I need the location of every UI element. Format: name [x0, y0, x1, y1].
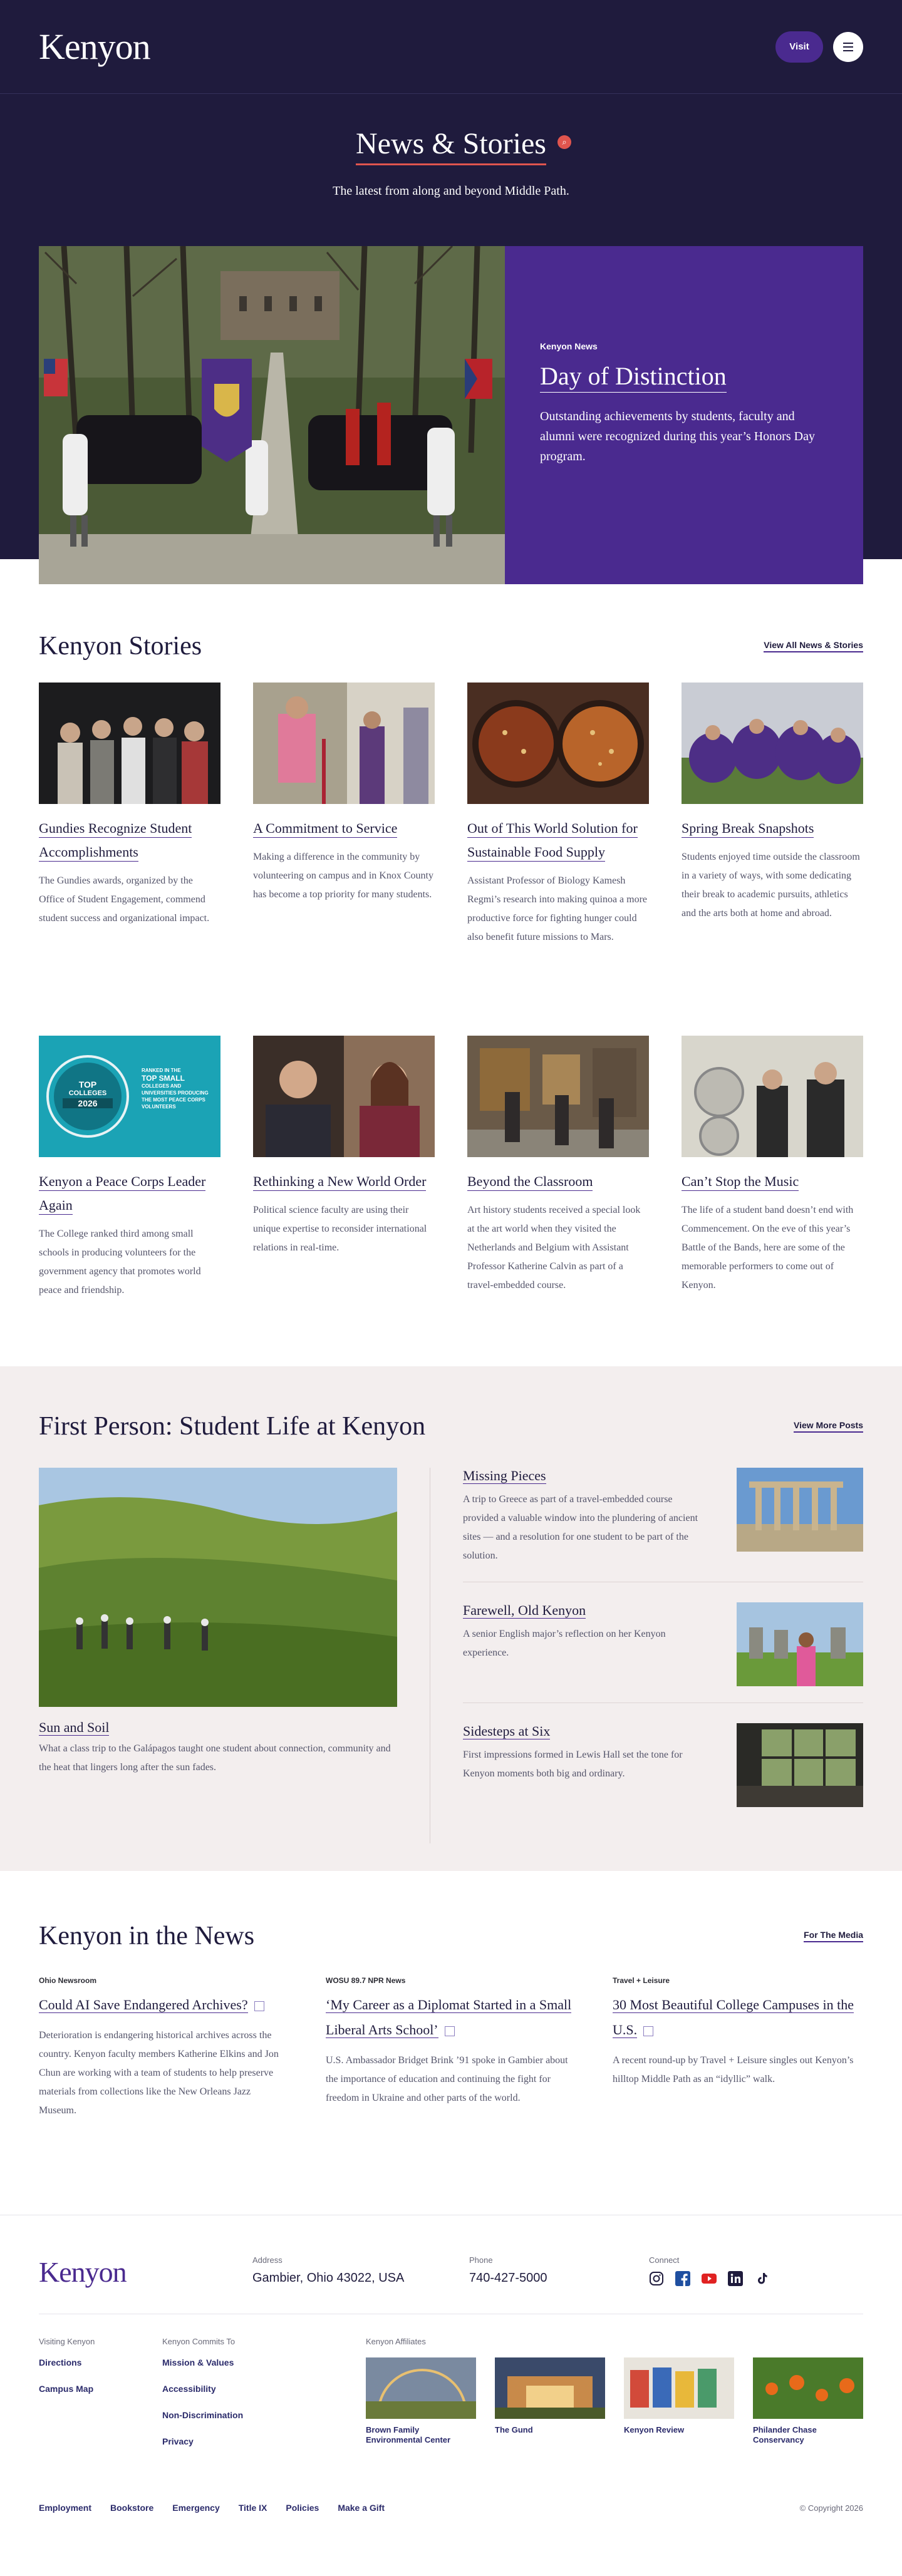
story-card[interactable] — [39, 1036, 220, 1300]
stories-section — [0, 631, 902, 1300]
affiliate-item[interactable] — [366, 2357, 476, 2445]
affiliate-link[interactable]: Kenyon Review — [624, 2425, 685, 2434]
affiliate-link[interactable]: Brown Family Environmental Center — [366, 2425, 451, 2445]
youtube-icon[interactable] — [702, 2271, 717, 2286]
news-source: WOSU 89.7 NPR News — [326, 1976, 406, 1985]
post-title[interactable]: Sidesteps at Six — [463, 1723, 551, 1739]
post-image — [737, 1468, 863, 1552]
story-text: Assistant Professor of Biology Kamesh Regmi’s research into making quinoa a more productive force for fighting hunger could also benefit future missions to Mars. — [467, 875, 648, 942]
story-image — [682, 683, 863, 804]
menu-button[interactable] — [833, 32, 863, 62]
visit-button[interactable]: Visit — [775, 31, 823, 63]
post-text: A trip to Greece as part of a travel-embedded course provided a valuable window into the plundering of ancient sites — and a resolution for one student to be part of the solution. — [463, 1494, 698, 1561]
news-title[interactable]: Could AI Save Endangered Archives? — [39, 1997, 248, 2012]
news-source: Ohio Newsroom — [39, 1976, 97, 1985]
story-title[interactable]: Kenyon a Peace Corps Leader Again — [39, 1173, 205, 1215]
story-image — [467, 1036, 649, 1157]
story-card[interactable] — [253, 683, 435, 1036]
story-card[interactable] — [39, 683, 220, 1036]
affiliates-label: Kenyon Affiliates — [366, 2337, 426, 2346]
story-image — [467, 683, 649, 804]
site-header — [0, 0, 902, 94]
news-card[interactable] — [613, 1976, 863, 2120]
news-text: U.S. Ambassador Bridget Brink ’91 spoke in Gambier about the importance of education and continuing the fight for freedom in Ukraine and other parts of the world. — [326, 2055, 568, 2103]
page-intro — [0, 126, 902, 198]
story-card[interactable] — [682, 683, 863, 1036]
title-ix-link[interactable]: Title IX — [238, 2503, 267, 2513]
featured-post-text: What a class trip to the Galápagos taught one student about connection, community and the heat that lingers long after the sun fades. — [39, 1743, 391, 1773]
in-news-heading: Kenyon in the News — [39, 1922, 255, 1950]
story-text: The life of a student band doesn’t end with Commencement. On the eve of this year’s Battle of the Bands, here are some of the memorable performers to come out of Kenyon. — [682, 1205, 854, 1291]
badge-ranked: RANKED IN THE — [142, 1068, 181, 1073]
post-title[interactable]: Missing Pieces — [463, 1468, 546, 1483]
badge-colleges: COLLEGES — [68, 1090, 107, 1097]
first-person-section — [0, 1366, 902, 1871]
hero-image — [39, 246, 505, 584]
affiliate-image — [366, 2357, 476, 2419]
affiliate-item[interactable] — [753, 2357, 863, 2445]
view-all-news-link[interactable]: View All News & Stories — [764, 640, 863, 652]
emergency-link[interactable]: Emergency — [172, 2503, 220, 2513]
affiliate-link[interactable]: The Gund — [495, 2425, 533, 2434]
phone-link[interactable]: 740-427-5000 — [469, 2271, 547, 2285]
featured-post-title[interactable]: Sun and Soil — [39, 1719, 110, 1735]
non-discrimination-link[interactable]: Non-Discrimination — [162, 2410, 244, 2420]
badge-year: 2026 — [63, 1098, 113, 1108]
policies-link[interactable]: Policies — [286, 2503, 319, 2513]
site-logo[interactable]: Kenyon — [39, 26, 150, 67]
hero-text-panel — [505, 246, 863, 584]
featured-post[interactable] — [39, 1468, 397, 1843]
copyright: © Copyright 2026 — [799, 2503, 863, 2513]
stories-heading: Kenyon Stories — [39, 632, 202, 661]
news-text: Deterioration is endangering historical archives across the country. Kenyon faculty members Katherine Elkins and Jon Chun are working with a team of students to help preserve materials from collections like the New Orleans Jazz Museum. — [39, 2030, 279, 2116]
post-item[interactable] — [463, 1723, 863, 1823]
story-title[interactable]: Rethinking a New World Order — [253, 1173, 426, 1191]
news-card[interactable] — [326, 1976, 576, 2120]
story-title[interactable]: A Commitment to Service — [253, 820, 397, 838]
post-image — [737, 1723, 863, 1807]
campus-map-link[interactable]: Campus Map — [39, 2384, 94, 2394]
tiktok-icon[interactable] — [754, 2271, 769, 2286]
badge-top-small: TOP SMALL — [142, 1074, 185, 1083]
story-image — [39, 683, 220, 804]
linkedin-icon[interactable] — [728, 2271, 743, 2286]
affiliate-image — [624, 2357, 734, 2419]
accessibility-link[interactable]: Accessibility — [162, 2384, 216, 2394]
featured-post-image — [39, 1468, 397, 1707]
make-a-gift-link[interactable]: Make a Gift — [338, 2503, 385, 2513]
story-text: The College ranked third among small schools in producing volunteers for the government agency that promotes world peace and friendship. — [39, 1229, 201, 1296]
story-card[interactable] — [253, 1036, 435, 1300]
first-person-heading: First Person: Student Life at Kenyon — [39, 1412, 426, 1441]
badge-top: TOP — [78, 1079, 97, 1090]
social-links — [649, 2271, 769, 2286]
hero-tag: Kenyon News — [540, 341, 598, 351]
bookstore-link[interactable]: Bookstore — [110, 2503, 154, 2513]
visiting-links — [39, 2337, 162, 2463]
post-title[interactable]: Farewell, Old Kenyon — [463, 1602, 586, 1618]
news-source: Travel + Leisure — [613, 1976, 670, 1985]
employment-link[interactable]: Employment — [39, 2503, 92, 2513]
news-title[interactable]: 30 Most Beautiful College Campuses in the U.S. — [613, 1997, 854, 2038]
instagram-icon[interactable] — [649, 2271, 664, 2286]
story-card[interactable] — [682, 1036, 863, 1300]
story-text: The Gundies awards, organized by the Office of Student Engagement, commend student success and organizational impact. — [39, 875, 210, 924]
affiliates — [366, 2337, 863, 2463]
post-text: A senior English major’s reflection on her Kenyon experience. — [463, 1629, 666, 1658]
post-text: First impressions formed in Lewis Hall set the tone for Kenyon moments both big and ordinary. — [463, 1749, 683, 1779]
story-image — [253, 683, 435, 804]
menu-icon — [843, 43, 853, 51]
story-card[interactable] — [467, 1036, 649, 1300]
affiliate-item[interactable] — [624, 2357, 734, 2445]
page-subtitle: The latest from along and beyond Middle Path. — [333, 184, 569, 198]
address-value: Gambier, Ohio 43022, USA — [252, 2271, 405, 2285]
story-image — [682, 1036, 863, 1157]
post-image — [737, 1602, 863, 1686]
mission-link[interactable]: Mission & Values — [162, 2357, 234, 2367]
directions-link[interactable]: Directions — [39, 2357, 82, 2367]
story-title[interactable]: Gundies Recognize Student Accomplishments — [39, 820, 192, 862]
affiliate-link[interactable]: Philander Chase Conservancy — [753, 2425, 817, 2445]
hero-title[interactable]: Day of Distinction — [540, 361, 727, 393]
story-image — [39, 1036, 220, 1157]
connect-label: Connect — [649, 2255, 680, 2265]
affiliate-image — [753, 2357, 863, 2419]
story-text: Art history students received a special look at the art world when they visited the Netherlands and Belgium with Assistant Professor Katherine Calvin as part of a travel-embedded course. — [467, 1205, 641, 1291]
post-item[interactable] — [463, 1468, 863, 1582]
story-title[interactable]: Can’t Stop the Music — [682, 1173, 799, 1191]
story-title[interactable]: Spring Break Snapshots — [682, 820, 814, 838]
footer-logo[interactable]: Kenyon — [39, 2256, 127, 2288]
affiliate-item[interactable] — [495, 2357, 605, 2445]
external-link-icon — [643, 2026, 653, 2036]
address-label: Address — [252, 2255, 283, 2265]
post-list — [463, 1468, 863, 1843]
hero-description: Outstanding achievements by students, faculty and alumni were recognized during this year’s Honors Day program. — [540, 410, 815, 463]
view-more-posts-link[interactable]: View More Posts — [794, 1420, 863, 1433]
for-the-media-link[interactable]: For The Media — [804, 1930, 863, 1942]
news-text: A recent round-up by Travel + Leisure singles out Kenyon’s hilltop Middle Path as an “idyllic” walk. — [613, 2055, 854, 2084]
news-card[interactable] — [39, 1976, 289, 2120]
facebook-icon[interactable] — [675, 2271, 690, 2286]
story-image — [253, 1036, 435, 1157]
post-item[interactable] — [463, 1602, 863, 1703]
page-title: News & Stories ⌕ — [356, 126, 546, 165]
commits-label: Kenyon Commits To — [162, 2337, 236, 2346]
top-banner — [0, 0, 902, 559]
affiliate-image — [495, 2357, 605, 2419]
external-link-icon — [445, 2026, 455, 2036]
story-text: Political science faculty are using their unique expertise to reconsider international relations in real-time. — [253, 1205, 427, 1253]
commits-links — [162, 2337, 286, 2463]
visiting-label: Visiting Kenyon — [39, 2337, 95, 2346]
external-link-icon — [254, 2001, 264, 2011]
phone-label: Phone — [469, 2255, 493, 2265]
footer-bottom-links — [39, 2503, 385, 2513]
in-the-news-section — [0, 1871, 902, 2215]
story-text: Making a difference in the community by volunteering on campus and in Knox County has become a top priority for many students. — [253, 852, 433, 900]
badge-lines: COLLEGES AND UNIVERSITIES PRODUCING THE MOST PEACE CORPS VOLUNTEERS — [142, 1083, 209, 1110]
news-title[interactable]: ‘My Career as a Diplomat Started in a Small Liberal Arts School’ — [326, 1997, 572, 2038]
peace-corps-badge — [63, 1079, 113, 1108]
story-card[interactable] — [467, 683, 649, 1036]
story-text: Students enjoyed time outside the classroom in a variety of ways, with some dedicating their break to academic pursuits, athletics and the arts both at home and abroad. — [682, 852, 860, 919]
story-title[interactable]: Out of This World Solution for Sustainable Food Supply — [467, 820, 638, 862]
search-icon[interactable]: ⌕ — [557, 135, 571, 149]
privacy-link[interactable]: Privacy — [162, 2436, 194, 2446]
site-footer — [0, 2215, 902, 2543]
hero-feature[interactable] — [39, 246, 863, 584]
story-title[interactable]: Beyond the Classroom — [467, 1173, 593, 1191]
